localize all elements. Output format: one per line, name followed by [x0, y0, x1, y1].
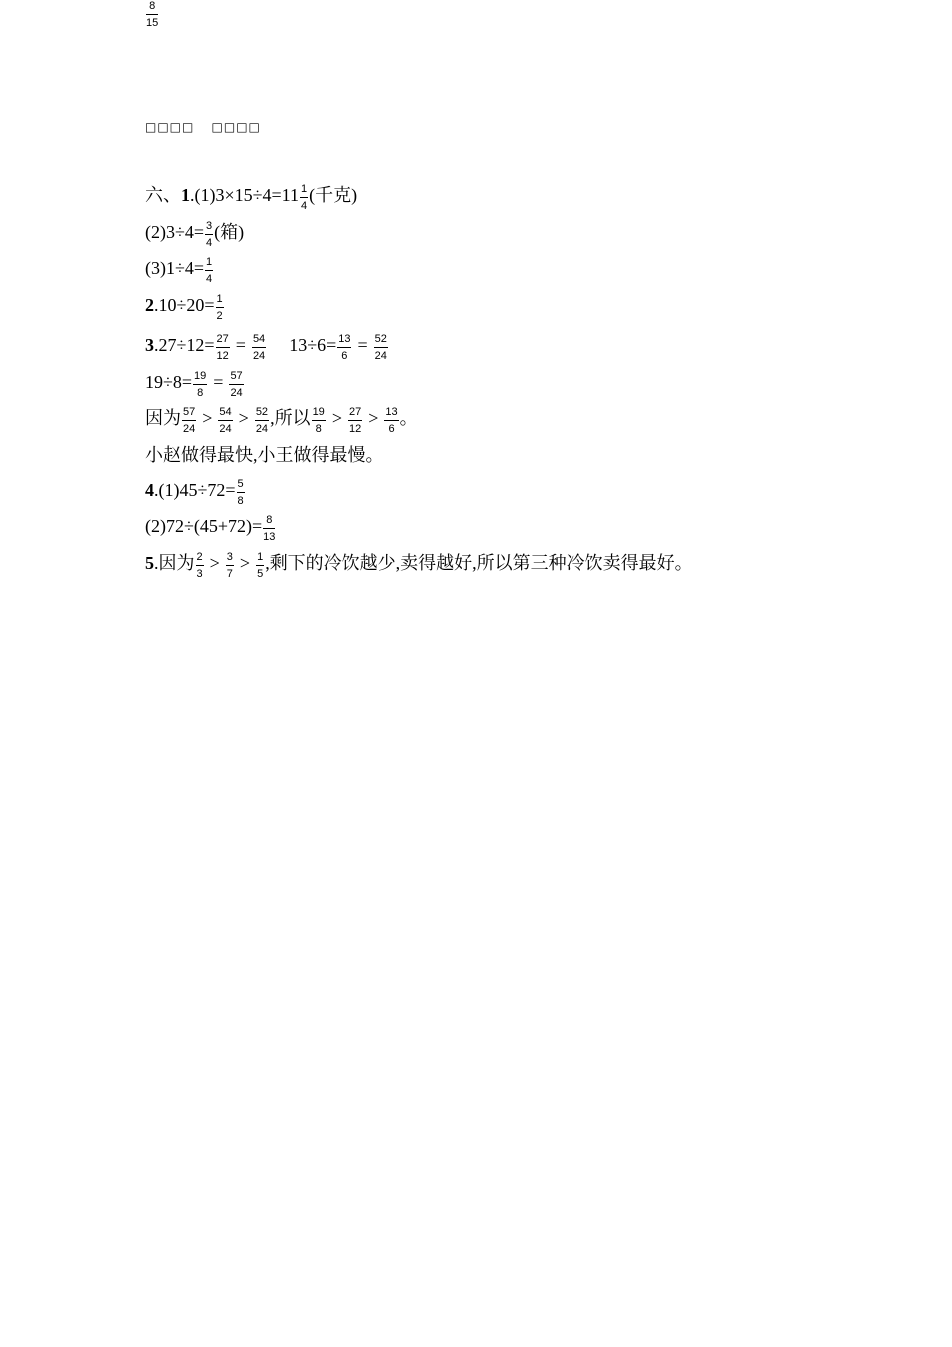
denominator: 24 [183, 422, 196, 435]
fraction [193, 371, 207, 399]
numerator: 1 [216, 294, 224, 308]
fraction [255, 407, 269, 435]
numerator: 27 [348, 407, 362, 421]
fraction [256, 552, 264, 580]
fraction [300, 184, 308, 212]
denominator: 4 [206, 272, 213, 285]
top-fraction [146, 1, 158, 29]
fraction [348, 407, 362, 435]
fraction [337, 334, 351, 362]
question-number: 3 [145, 335, 154, 355]
denominator: 24 [219, 422, 232, 435]
question-number: 2 [145, 295, 154, 315]
denominator: 5 [257, 567, 264, 580]
fraction [226, 552, 234, 580]
expression: .27÷12= [154, 335, 215, 355]
fraction [229, 371, 243, 399]
q3-row1-line [145, 327, 389, 363]
numerator: 3 [226, 552, 234, 566]
denominator: 8 [197, 386, 204, 399]
fraction [205, 221, 213, 249]
page-header: □□□□ □□□□ [145, 120, 261, 134]
denominator: 12 [216, 349, 229, 362]
denominator: 4 [301, 199, 308, 212]
greater-than-sign: > [202, 408, 213, 428]
numerator: 8 [263, 515, 275, 529]
q3-conclusion: 小赵做得最快,小王做得最慢。 [145, 445, 384, 465]
denominator: 8 [315, 422, 322, 435]
greater-than-sign: > [368, 408, 379, 428]
numerator: 13 [384, 407, 398, 421]
denominator: 6 [388, 422, 395, 435]
unit: (千克) [309, 185, 358, 205]
text: 。 [399, 408, 418, 428]
numerator: 3 [205, 221, 213, 235]
denominator: 6 [341, 349, 348, 362]
denominator: 2 [216, 309, 223, 322]
fraction [205, 257, 213, 285]
numerator: 1 [256, 552, 264, 566]
numerator: 2 [196, 552, 204, 566]
fraction [218, 407, 232, 435]
greater-than-sign: > [331, 408, 342, 428]
equals-sign: = [357, 335, 368, 355]
denominator: 8 [237, 494, 244, 507]
denominator: 24 [230, 386, 243, 399]
text: .因为 [154, 553, 195, 573]
denominator: 24 [374, 349, 387, 362]
fraction [237, 479, 245, 507]
expression: 13÷6= [289, 335, 337, 355]
denominator: 15 [146, 17, 159, 29]
numerator: 52 [374, 334, 388, 348]
numerator: 13 [337, 334, 351, 348]
numerator: 54 [218, 407, 232, 421]
expression: .(1)3×15÷4=11 [190, 185, 300, 205]
numerator: 57 [182, 407, 196, 421]
question-number: 5 [145, 553, 154, 573]
greater-than-sign: > [209, 553, 220, 573]
fraction [216, 294, 224, 322]
text: ,剩下的冷饮越少,卖得越好,所以第三种冷饮卖得最好。 [265, 553, 693, 573]
denominator: 13 [263, 530, 276, 543]
section-label: 六、 [145, 185, 181, 205]
fraction [196, 552, 204, 580]
denominator: 3 [196, 567, 203, 580]
q3-row2-line [145, 364, 245, 400]
fraction [252, 334, 266, 362]
expression: (2)72÷(45+72)= [145, 516, 263, 536]
numerator: 19 [312, 407, 326, 421]
expression: .10÷20= [154, 295, 215, 315]
q1-part3-line [145, 250, 214, 286]
q4-part1-line [145, 472, 246, 508]
numerator: 27 [216, 334, 230, 348]
equals-sign: = [213, 372, 224, 392]
fraction [374, 334, 388, 362]
q1-part1-line [145, 177, 357, 213]
q5-line [145, 545, 693, 581]
denominator: 24 [252, 349, 266, 362]
fraction [182, 407, 196, 435]
fraction [216, 334, 230, 362]
denominator: 4 [206, 236, 213, 249]
fraction [384, 407, 398, 435]
numerator: 1 [300, 184, 308, 198]
numerator: 54 [252, 334, 266, 348]
expression: (3)1÷4= [145, 258, 205, 278]
numerator: 8 [146, 1, 158, 15]
numerator: 5 [237, 479, 245, 493]
numerator: 57 [229, 371, 243, 385]
q1-part2-line [145, 214, 244, 250]
denominator: 24 [255, 422, 269, 435]
numerator: 1 [205, 257, 213, 271]
q3-row3-line [145, 400, 418, 436]
numerator: 52 [255, 407, 269, 421]
expression: (2)3÷4= [145, 222, 205, 242]
question-number: 4 [145, 480, 154, 500]
text: 因为 [145, 408, 181, 428]
equals-sign: = [235, 335, 246, 355]
fraction [263, 515, 275, 543]
text: ,所以 [270, 408, 311, 428]
denominator: 12 [348, 422, 362, 435]
q4-part2-line [145, 508, 276, 544]
numerator: 19 [193, 371, 207, 385]
q2-line [145, 287, 225, 323]
unit: (箱) [214, 222, 245, 242]
question-number: 1 [181, 185, 190, 205]
fraction [312, 407, 326, 435]
greater-than-sign: > [238, 408, 249, 428]
denominator: 7 [226, 567, 233, 580]
greater-than-sign: > [239, 553, 251, 573]
expression: .(1)45÷72= [154, 480, 236, 500]
expression: 19÷8= [145, 372, 193, 392]
